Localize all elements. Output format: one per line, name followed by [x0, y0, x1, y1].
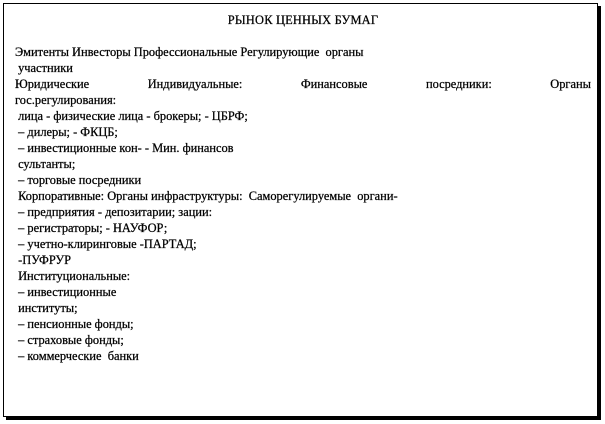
- text-line: – учетно-клиринговые -ПАРТАД;: [15, 237, 197, 251]
- text-line: институты;: [15, 301, 78, 315]
- text-line: Институциональные:: [15, 269, 131, 283]
- justified-word: Индивидуальные:: [147, 77, 243, 91]
- text-line: – пенсионные фонды;: [15, 317, 134, 331]
- text-line: – инвестиционные кон- - Мин. финансов: [15, 141, 234, 155]
- justified-word: Юридические: [15, 77, 90, 91]
- text-line: – дилеры; - ФКЦБ;: [15, 125, 118, 139]
- text-line: – предприятия - депозитарии; зации:: [15, 205, 213, 219]
- document-title: РЫНОК ЦЕННЫХ БУМАГ: [227, 13, 379, 27]
- justified-word: Органы: [550, 77, 591, 91]
- text-line: – регистраторы; - НАУФОР;: [15, 221, 168, 235]
- justified-word: посредники:: [425, 77, 492, 91]
- text-line: лица - физические лица - брокеры; - ЦБРФ;: [15, 109, 248, 123]
- text-line: – страховые фонды;: [15, 333, 124, 347]
- text-line: – коммерческие банки: [15, 349, 139, 363]
- justified-line: [15, 76, 591, 92]
- text-line: – торговые посредники: [15, 173, 142, 187]
- text-line: – инвестиционные: [15, 285, 117, 299]
- text-line: Корпоративные: Органы инфраструктуры: Саморегулируемые органи-: [15, 189, 398, 203]
- document-body: [15, 12, 591, 364]
- document-frame: [3, 3, 598, 417]
- text-line: сультанты;: [15, 157, 76, 171]
- text-line: гос.регулирования:: [15, 93, 117, 107]
- text-line: -ПУФРУР: [15, 253, 72, 267]
- justified-word: Финансовые: [300, 77, 368, 91]
- participants-header: Эмитенты Инвесторы Профессиональные Регулирующие органы: [15, 45, 364, 59]
- participants-label: участники: [15, 61, 73, 75]
